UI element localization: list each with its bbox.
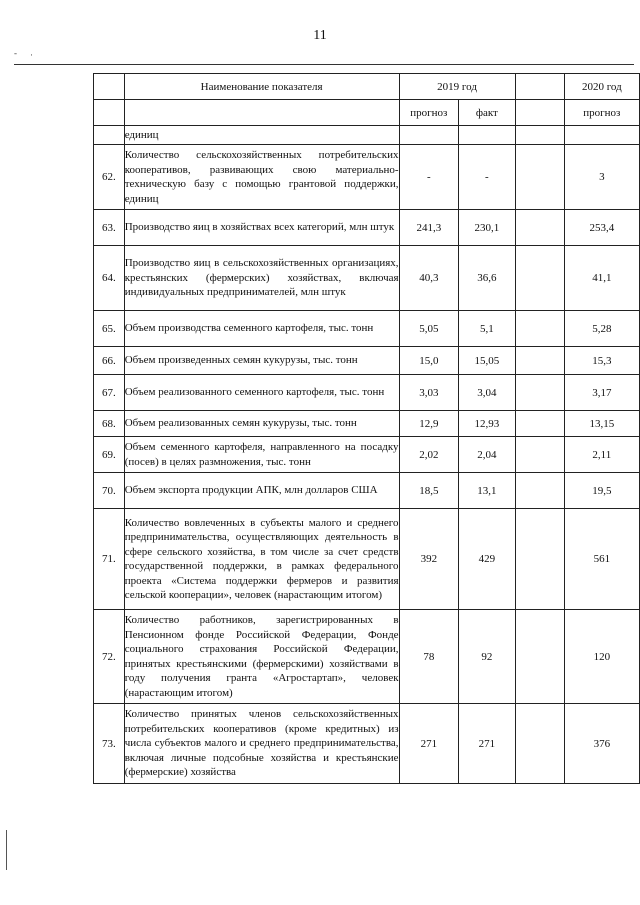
row-number: 70. xyxy=(94,473,125,509)
continuation-row xyxy=(94,126,640,145)
scan-edge-line xyxy=(6,830,7,870)
fact-2019-value: 230,1 xyxy=(459,210,515,246)
blank-cell xyxy=(515,347,564,375)
empty-cell xyxy=(399,126,459,145)
table-row xyxy=(94,375,640,411)
forecast-2020-value: 120 xyxy=(564,610,639,704)
indicator-name: Количество сельскохозяйственных потребительских кооперативов, развивающих свою материально-техническую базу с помощью грантовой поддержки, единиц xyxy=(124,145,399,210)
indicator-name: Производство яиц в сельскохозяйственных организациях, крестьянских (фермерских) хозяйствах, включая индивидуальных предпринимателей, млн штук xyxy=(124,246,399,311)
fact-2019-value: 3,04 xyxy=(459,375,515,411)
subheader-forecast: прогноз xyxy=(399,100,459,126)
empty-cell xyxy=(515,126,564,145)
row-number: 63. xyxy=(94,210,125,246)
forecast-2019-value: 2,02 xyxy=(399,437,459,473)
indicator-name: Объем произведенных семян кукурузы, тыс. тонн xyxy=(124,347,399,375)
scan-speck: - xyxy=(14,48,17,58)
fact-2019-value: 12,93 xyxy=(459,411,515,437)
table-row xyxy=(94,311,640,347)
fact-2019-value: 429 xyxy=(459,509,515,610)
table-row xyxy=(94,610,640,704)
blank-cell xyxy=(515,411,564,437)
table-row xyxy=(94,347,640,375)
table-row xyxy=(94,704,640,784)
header-blank-cell xyxy=(515,74,564,100)
forecast-2020-value: 13,15 xyxy=(564,411,639,437)
fact-2019-value: - xyxy=(459,145,515,210)
forecast-2020-value: 253,4 xyxy=(564,210,639,246)
table-row xyxy=(94,509,640,610)
table-row xyxy=(94,411,640,437)
subheader-empty-cell xyxy=(124,100,399,126)
blank-cell xyxy=(515,704,564,784)
row-number: 73. xyxy=(94,704,125,784)
forecast-2020-value: 15,3 xyxy=(564,347,639,375)
row-number: 66. xyxy=(94,347,125,375)
blank-cell xyxy=(515,210,564,246)
blank-cell xyxy=(515,375,564,411)
forecast-2020-value: 19,5 xyxy=(564,473,639,509)
table-row xyxy=(94,437,640,473)
header-year-2020: 2020 год xyxy=(564,74,639,100)
indicator-name: Объем реализованных семян кукурузы, тыс. тонн xyxy=(124,411,399,437)
forecast-2019-value: 15,0 xyxy=(399,347,459,375)
fact-2019-value: 92 xyxy=(459,610,515,704)
forecast-2020-value: 376 xyxy=(564,704,639,784)
row-number: 71. xyxy=(94,509,125,610)
indicator-name: Количество вовлеченных в субъекты малого и среднего предпринимательства, осуществляющих деятельность в сфере сельского хозяйства, в том числе за счет средств государственной поддержки, в рамках федерального проекта «Система поддержки фермеров и развития сельской кооперации», человек (нарастающим итогом) xyxy=(124,509,399,610)
forecast-2019-value: 3,03 xyxy=(399,375,459,411)
blank-cell xyxy=(515,246,564,311)
continuation-text: единиц xyxy=(124,126,399,145)
table-row xyxy=(94,246,640,311)
empty-cell xyxy=(459,126,515,145)
indicator-name: Количество принятых членов сельскохозяйственных потребительских кооперативов (кроме кредитных) из числа субъектов малого и среднего предпринимательства, включая личные подсобные хозяйства и крестьянские (фермерские) хозяйства xyxy=(124,704,399,784)
table-row xyxy=(94,210,640,246)
fact-2019-value: 5,1 xyxy=(459,311,515,347)
empty-cell xyxy=(564,126,639,145)
table-row xyxy=(94,473,640,509)
fact-2019-value: 271 xyxy=(459,704,515,784)
forecast-2020-value: 2,11 xyxy=(564,437,639,473)
header-num-cell xyxy=(94,74,125,100)
header-name: Наименование показателя xyxy=(124,74,399,100)
forecast-2019-value: - xyxy=(399,145,459,210)
indicators-table xyxy=(93,73,640,784)
fact-2019-value: 2,04 xyxy=(459,437,515,473)
blank-cell xyxy=(515,145,564,210)
forecast-2020-value: 5,28 xyxy=(564,311,639,347)
header-year-2019: 2019 год xyxy=(399,74,515,100)
fact-2019-value: 15,05 xyxy=(459,347,515,375)
row-number: 62. xyxy=(94,145,125,210)
blank-cell xyxy=(515,437,564,473)
subheader-forecast-2020: прогноз xyxy=(564,100,639,126)
forecast-2019-value: 271 xyxy=(399,704,459,784)
row-number: 68. xyxy=(94,411,125,437)
forecast-2020-value: 561 xyxy=(564,509,639,610)
forecast-2019-value: 18,5 xyxy=(399,473,459,509)
row-number: 64. xyxy=(94,246,125,311)
fact-2019-value: 36,6 xyxy=(459,246,515,311)
row-number xyxy=(94,126,125,145)
row-number: 67. xyxy=(94,375,125,411)
forecast-2019-value: 12,9 xyxy=(399,411,459,437)
indicator-name: Объем экспорта продукции АПК, млн долларов США xyxy=(124,473,399,509)
subheader-blank-cell xyxy=(515,100,564,126)
forecast-2020-value: 3,17 xyxy=(564,375,639,411)
indicator-name: Объем семенного картофеля, направленного на посадку (посев) в целях размножения, тыс. тонн xyxy=(124,437,399,473)
blank-cell xyxy=(515,610,564,704)
forecast-2020-value: 3 xyxy=(564,145,639,210)
indicator-name: Объем реализованного семенного картофеля, тыс. тонн xyxy=(124,375,399,411)
forecast-2019-value: 78 xyxy=(399,610,459,704)
indicator-name: Объем производства семенного картофеля, тыс. тонн xyxy=(124,311,399,347)
forecast-2020-value: 41,1 xyxy=(564,246,639,311)
top-rule xyxy=(14,64,634,65)
blank-cell xyxy=(515,509,564,610)
scan-speck: · xyxy=(30,50,33,60)
subheader-empty-cell xyxy=(94,100,125,126)
forecast-2019-value: 5,05 xyxy=(399,311,459,347)
indicator-name: Количество работников, зарегистрированных в Пенсионном фонде Российской Федерации, Фонде социального страхования Российской Федерации, принятых крестьянскими (фермерскими) хозяйствами в году получения гранта «Агростартап», человек (нарастающим итогом) xyxy=(124,610,399,704)
row-number: 72. xyxy=(94,610,125,704)
blank-cell xyxy=(515,473,564,509)
fact-2019-value: 13,1 xyxy=(459,473,515,509)
blank-cell xyxy=(515,311,564,347)
row-number: 69. xyxy=(94,437,125,473)
forecast-2019-value: 392 xyxy=(399,509,459,610)
subheader-fact: факт xyxy=(459,100,515,126)
forecast-2019-value: 241,3 xyxy=(399,210,459,246)
table-row xyxy=(94,145,640,210)
indicator-name: Производство яиц в хозяйствах всех категорий, млн штук xyxy=(124,210,399,246)
row-number: 65. xyxy=(94,311,125,347)
page-number: 11 xyxy=(313,28,327,43)
forecast-2019-value: 40,3 xyxy=(399,246,459,311)
